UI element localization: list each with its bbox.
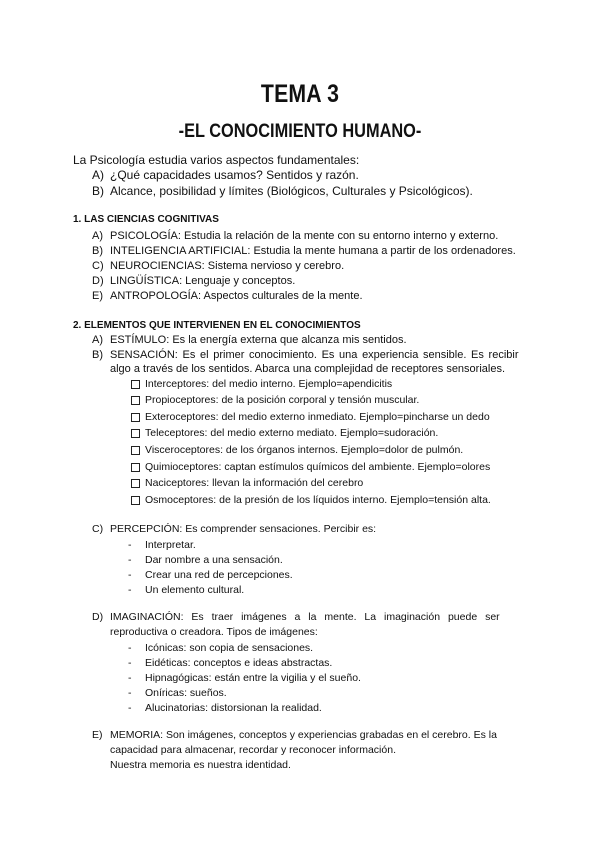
dash-bullet: - (128, 702, 132, 714)
checkbox[interactable] (131, 496, 140, 505)
intro-item-marker: A) (92, 168, 104, 182)
dash-bullet: - (128, 539, 132, 551)
checklist-item: Teleceptores: del medio externo mediato. Ejemplo=sudoración. (145, 427, 439, 439)
dash-bullet: - (128, 657, 132, 669)
list-marker: E) (92, 290, 103, 302)
paragraph-line: capacidad para almacenar, recordar y reconocer información. (110, 744, 396, 756)
checklist-item: Quimioceptores: captan estímulos químicos del ambiente. Ejemplo=olores (145, 461, 491, 473)
list-marker: B) (92, 349, 103, 361)
checkbox[interactable] (131, 479, 140, 488)
list-marker: A) (92, 230, 103, 242)
bullet-item: Crear una red de percepciones. (145, 569, 293, 581)
list-item: PSICOLOGÍA: Estudia la relación de la mente con su entorno interno y externo. (110, 230, 499, 242)
intro-text: La Psicología estudia varios aspectos fundamentales: (73, 153, 360, 167)
checklist-item: Osmoceptores: de la presión de los líquidos interno. Ejemplo=tensión alta. (145, 494, 491, 506)
list-marker: B) (92, 245, 103, 257)
intro-item: Alcance, posibilidad y límites (Biológicos, Culturales y Psicológicos). (110, 184, 473, 198)
list-item: ESTÍMULO: Es la energía externa que alcanza mis sentidos. (110, 334, 407, 346)
checkbox[interactable] (131, 413, 140, 422)
bullet-item: Dar nombre a una sensación. (145, 554, 283, 566)
paragraph-line: algo a través de los sentidos. Abarca una complejidad de receptores sensoriales. (110, 363, 506, 375)
checklist-item: Visceroceptores: de los órganos internos. Ejemplo=dolor de pulmón. (145, 444, 464, 456)
list-item: NEUROCIENCIAS: Sistema nervioso y cerebro. (110, 260, 345, 272)
dash-bullet: - (128, 554, 132, 566)
dash-bullet: - (128, 642, 132, 654)
paragraph-line: reproductiva o creadora. Tipos de imágenes: (110, 626, 318, 638)
checkbox[interactable] (131, 446, 140, 455)
bullet-item: Icónicas: son copia de sensaciones. (145, 642, 314, 654)
bullet-item: Alucinatorias: distorsionan la realidad. (145, 702, 322, 714)
page-subtitle: -EL CONOCIMIENTO HUMANO- (178, 121, 422, 142)
dash-bullet: - (128, 569, 132, 581)
bullet-item: Hipnagógicas: están entre la vigilia y el sueño. (145, 672, 361, 684)
bullet-item: Oníricas: sueños. (145, 687, 227, 699)
dash-bullet: - (128, 584, 132, 596)
paragraph-line: IMAGINACIÓN: Es traer imágenes a la mente. La imaginación puede ser (110, 611, 500, 623)
list-item: INTELIGENCIA ARTIFICIAL: Estudia la mente humana a partir de los ordenadores. (110, 245, 516, 257)
checkbox[interactable] (131, 380, 140, 389)
intro-item: ¿Qué capacidades usamos? Sentidos y razón. (110, 168, 359, 182)
list-item: PERCEPCIÓN: Es comprender sensaciones. Percibir es: (110, 523, 377, 535)
list-marker: D) (92, 275, 104, 287)
bullet-item: Interpretar. (145, 539, 196, 551)
paragraph-line: MEMORIA: Son imágenes, conceptos y experiencias grabadas en el cerebro. Es la (110, 729, 497, 741)
list-marker: D) (92, 611, 104, 623)
checkbox[interactable] (131, 463, 140, 472)
paragraph-line: SENSACIÓN: Es el primer conocimiento. Es una experiencia sensible. Es recibir (110, 349, 519, 361)
dash-bullet: - (128, 687, 132, 699)
paragraph-line: Nuestra memoria es nuestra identidad. (110, 759, 291, 771)
list-marker: C) (92, 260, 104, 272)
section-heading: 2. ELEMENTOS QUE INTERVIENEN EN EL CONOCIMIENTOS (73, 320, 361, 331)
checklist-item: Interceptores: del medio interno. Ejemplo=apendicitis (145, 378, 393, 390)
list-item: LINGÜÍSTICA: Lenguaje y conceptos. (110, 275, 296, 287)
checklist-item: Propioceptores: de la posición corporal y tensión muscular. (145, 394, 420, 406)
list-marker: A) (92, 334, 103, 346)
list-item: ANTROPOLOGÍA: Aspectos culturales de la mente. (110, 290, 363, 302)
list-marker: E) (92, 729, 103, 741)
bullet-item: Eidéticas: conceptos e ideas abstractas. (145, 657, 333, 669)
bullet-item: Un elemento cultural. (145, 584, 245, 596)
dash-bullet: - (128, 672, 132, 684)
checkbox[interactable] (131, 396, 140, 405)
checklist-item: Exteroceptores: del medio externo inmediato. Ejemplo=pincharse un dedo (145, 411, 490, 423)
page-title: TEMA 3 (260, 80, 340, 108)
checklist-item: Naciceptores: llevan la información del cerebro (145, 477, 364, 489)
section-heading: 1. LAS CIENCIAS COGNITIVAS (73, 214, 219, 225)
checkbox[interactable] (131, 429, 140, 438)
list-marker: C) (92, 523, 104, 535)
intro-item-marker: B) (92, 184, 104, 198)
